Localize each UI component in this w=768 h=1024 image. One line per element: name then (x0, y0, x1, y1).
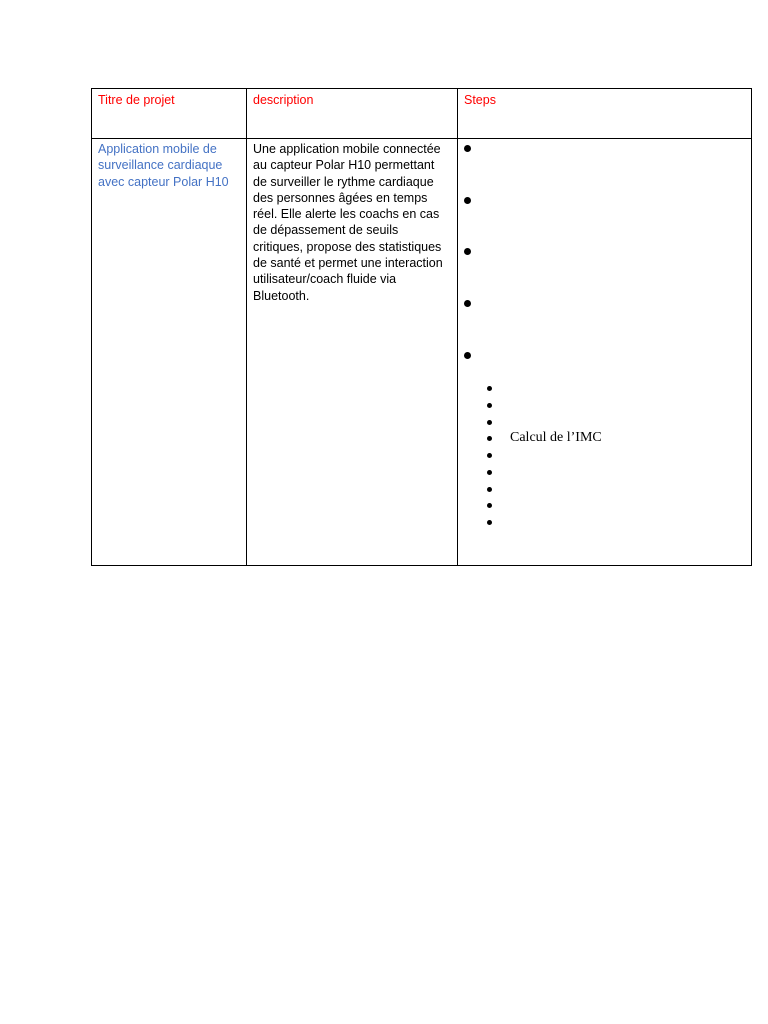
header-cell-description (247, 89, 458, 139)
header-cell-steps (458, 89, 752, 139)
sub-bullet-7 (487, 487, 492, 492)
main-bullet-5 (464, 352, 471, 359)
sub-bullet-9 (487, 520, 492, 525)
header-title-label: Titre de projet (98, 93, 175, 107)
header-description-label: description (253, 93, 314, 107)
main-bullet-3 (464, 248, 471, 255)
sub-bullet-8 (487, 503, 492, 508)
main-bullet-4 (464, 300, 471, 307)
sub-bullet-1 (487, 386, 492, 391)
sub-bullet-2 (487, 403, 492, 408)
table-row (92, 139, 752, 566)
cell-project-description (247, 139, 458, 566)
sub-bullet-3 (487, 420, 492, 425)
header-steps-label: Steps (464, 93, 496, 107)
main-bullet-1 (464, 145, 471, 152)
table-header-row (92, 89, 752, 139)
sub-bullet-6 (487, 470, 492, 475)
project-table (91, 88, 752, 566)
main-bullet-2 (464, 197, 471, 204)
project-description-text: Une application mobile connectée au capteur Polar H10 permettant de surveiller le rythme cardiaque des personnes âgées en temps réel. Elle alerte les coachs en cas de dépassement de seuils critiques, propose des statistiques de santé et permet une interaction utilisateur/coach fluide via Bluetooth. (253, 142, 443, 303)
sub-bullet-5 (487, 453, 492, 458)
header-cell-title (92, 89, 247, 139)
sub-bullet-4 (487, 436, 492, 441)
sub-bullet-imc-label: Calcul de l’IMC (510, 430, 602, 445)
project-title-text: Application mobile de surveillance cardiaque avec capteur Polar H10 (98, 142, 229, 189)
cell-project-steps (458, 139, 752, 566)
cell-project-title (92, 139, 247, 566)
